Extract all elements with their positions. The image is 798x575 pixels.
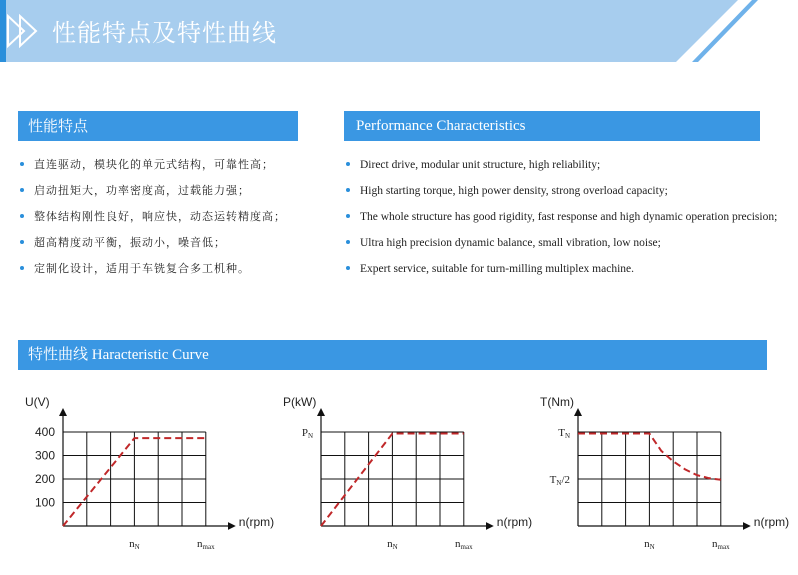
x-axis-label: n(rpm)	[238, 515, 275, 529]
list-item: High starting torque, high power density, strong overload capacity;	[346, 182, 791, 208]
chart-1	[25, 395, 274, 551]
en-section-title: Performance Characteristics	[344, 111, 760, 141]
x-tick-label: nN	[129, 538, 140, 551]
list-item: 定制化设计，适用于车铣复合多工机种。	[20, 260, 320, 286]
x-tick-label: nN	[644, 538, 655, 551]
y-axis-label: T(Nm)	[540, 395, 574, 409]
list-item: The whole structure has good rigidity, fast response and high dynamic operation precision;	[346, 208, 791, 234]
y-tick-label: PN	[301, 427, 313, 440]
chart-2	[283, 395, 532, 551]
x-tick-label: nmax	[197, 538, 215, 551]
x-tick-label: nN	[387, 538, 398, 551]
y-tick-label: 100	[34, 495, 55, 510]
list-item: Direct drive, modular unit structure, high reliability;	[346, 156, 791, 182]
x-axis-label: n(rpm)	[496, 515, 533, 529]
list-item: 直连驱动，模块化的单元式结构，可靠性高；	[20, 156, 320, 182]
y-tick-label: 400	[34, 425, 55, 439]
y-tick-label: TN	[558, 427, 570, 440]
y-axis-label: P(kW)	[283, 395, 317, 409]
page-title: 性能特点及特性曲线	[52, 19, 277, 47]
chart-3	[540, 395, 789, 551]
y-tick-label: 300	[34, 448, 55, 463]
x-axis-label: n(rpm)	[753, 515, 790, 529]
list-item: Ultra high precision dynamic balance, small vibration, low noise;	[346, 234, 791, 260]
list-item: 超高精度动平衡，振动小，噪音低；	[20, 234, 320, 260]
list-item: Expert service, suitable for turn-milling multiplex machine.	[346, 260, 791, 286]
y-tick-label: TN/2	[549, 474, 570, 487]
cn-section-title: 性能特点	[18, 111, 298, 141]
curve-section-title: 特性曲线 Haracteristic Curve	[18, 340, 767, 370]
list-item: 启动扭矩大，功率密度高，过载能力强；	[20, 182, 320, 208]
y-axis-label: U(V)	[25, 395, 50, 409]
x-tick-label: nmax	[712, 538, 730, 551]
y-tick-label: 200	[34, 472, 55, 486]
list-item: 整体结构刚性良好，响应快，动态运转精度高；	[20, 208, 320, 234]
x-tick-label: nmax	[455, 538, 473, 551]
